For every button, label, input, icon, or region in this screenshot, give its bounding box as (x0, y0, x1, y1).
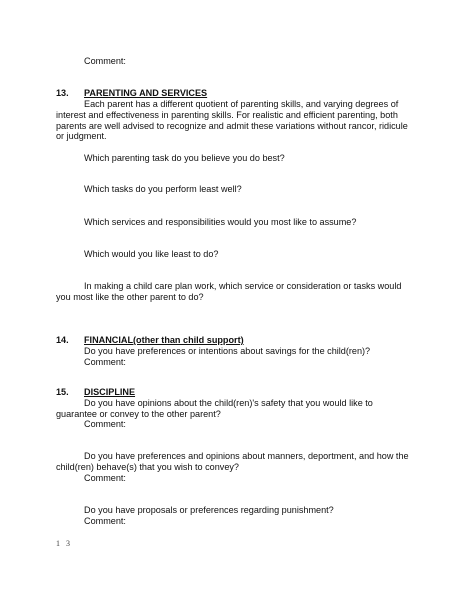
section-number: 13. (56, 88, 69, 98)
question-manners-line: Do you have preferences and opinions about manners, deportment, and how the (84, 451, 409, 461)
section-heading: FINANCIAL(other than child support) (84, 335, 244, 345)
intro-line: or judgment. (56, 131, 107, 141)
section-heading: DISCIPLINE (84, 387, 136, 397)
comment-label: Comment: (84, 357, 126, 367)
question-best-task: Which parenting task do you believe you do best? (84, 153, 285, 163)
comment-label-top: Comment: (84, 56, 126, 66)
intro-line: parents are well advised to recognize and admit these variations without rancor, ridicule (56, 121, 408, 131)
section-number: 15. (56, 387, 69, 397)
section-number: 14. (56, 335, 69, 345)
question-safety-line: guarantee or convey to the other parent? (56, 409, 221, 419)
question-manners-line: child(ren) behave(s) that you wish to convey? (56, 462, 239, 472)
intro-line: interest and effectiveness in parenting skills. For realistic and efficient parenting, both (56, 110, 398, 120)
comment-label: Comment: (84, 419, 126, 429)
comment-label: Comment: (84, 473, 126, 483)
question-savings: Do you have preferences or intentions about savings for the child(ren)? (84, 346, 371, 356)
closing-line: In making a child care plan work, which service or consideration or tasks would (84, 281, 402, 291)
section-heading: PARENTING AND SERVICES (84, 88, 208, 98)
question-least-like: Which would you like least to do? (84, 249, 219, 259)
closing-line: you most like the other parent to do? (56, 292, 204, 302)
question-most-like: Which services and responsibilities would you most like to assume? (84, 217, 357, 227)
question-least-well: Which tasks do you perform least well? (84, 184, 242, 194)
page-number: 1 3 (56, 539, 72, 548)
intro-line: Each parent has a different quotient of parenting skills, and varying degrees of (84, 99, 399, 109)
question-punishment: Do you have proposals or preferences regarding punishment? (84, 505, 334, 515)
comment-label: Comment: (84, 516, 126, 526)
question-safety-line: Do you have opinions about the child(ren)'s safety that you would like to (84, 398, 373, 408)
